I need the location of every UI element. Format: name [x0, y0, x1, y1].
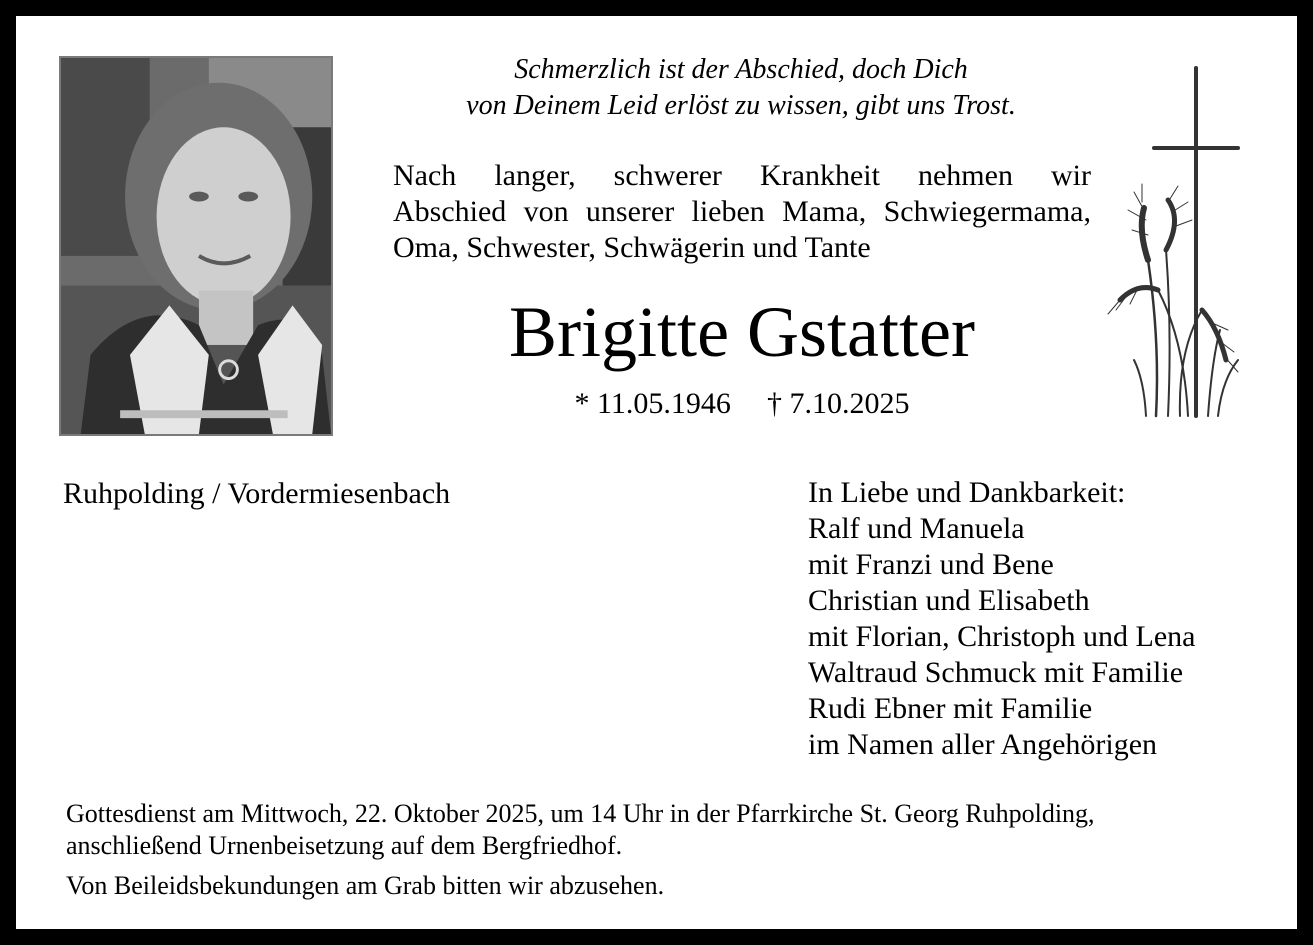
intro-line-2: Abschied von unserer lieben Mama, Schwiegermama,: [393, 195, 1091, 228]
cross-with-wheat-icon: [1098, 60, 1248, 420]
mourner-line: mit Franzi und Bene: [808, 548, 1054, 581]
motto-line-1: Schmerzlich ist der Abschied, doch Dich: [514, 54, 968, 85]
mourners-list: [808, 475, 1278, 763]
mourner-line: mit Florian, Christoph und Lena: [808, 620, 1196, 653]
death-date: † 7.10.2025: [766, 387, 910, 420]
service-line-1: Gottesdienst am Mittwoch, 22. Oktober 2025, um 14 Uhr in der Pfarrkirche St. Georg Ruhpolding,: [66, 799, 1095, 828]
mourner-line: Waltraud Schmuck mit Familie: [808, 656, 1184, 689]
service-line-2: anschließend Urnenbeisetzung auf dem Bergfriedhof.: [66, 831, 623, 860]
intro-text: [393, 158, 1091, 266]
birth-date: * 11.05.1946: [574, 387, 731, 420]
mourner-line: Christian und Elisabeth: [808, 584, 1090, 617]
mourner-line: Rudi Ebner mit Familie: [808, 692, 1093, 725]
deceased-name: Brigitte Gstatter: [509, 292, 975, 372]
motto-quote: [396, 52, 1086, 124]
mourners-heading: In Liebe und Dankbarkeit:: [808, 476, 1126, 509]
portrait-photo-image: [61, 58, 331, 434]
place-of-residence: Ruhpolding / Vordermiesenbach: [63, 477, 451, 510]
life-dates: [396, 386, 1088, 422]
mourner-line: Ralf und Manuela: [808, 512, 1025, 545]
cross-with-wheat-graphic: [1098, 60, 1248, 420]
mourner-line: im Namen aller Angehörigen: [808, 728, 1158, 761]
portrait-photo: [59, 56, 333, 436]
obituary-notice: [16, 16, 1297, 929]
motto-line-2: von Deinem Leid erlöst zu wissen, gibt uns Trost.: [466, 90, 1016, 121]
intro-line-3: Oma, Schwester, Schwägerin und Tante: [393, 231, 871, 264]
condolence-note: Von Beileidsbekundungen am Grab bitten wir abzusehen.: [66, 871, 665, 900]
intro-line-1: Nach langer, schwerer Krankheit nehmen wir: [393, 159, 1091, 192]
funeral-service-info: [66, 798, 1266, 902]
